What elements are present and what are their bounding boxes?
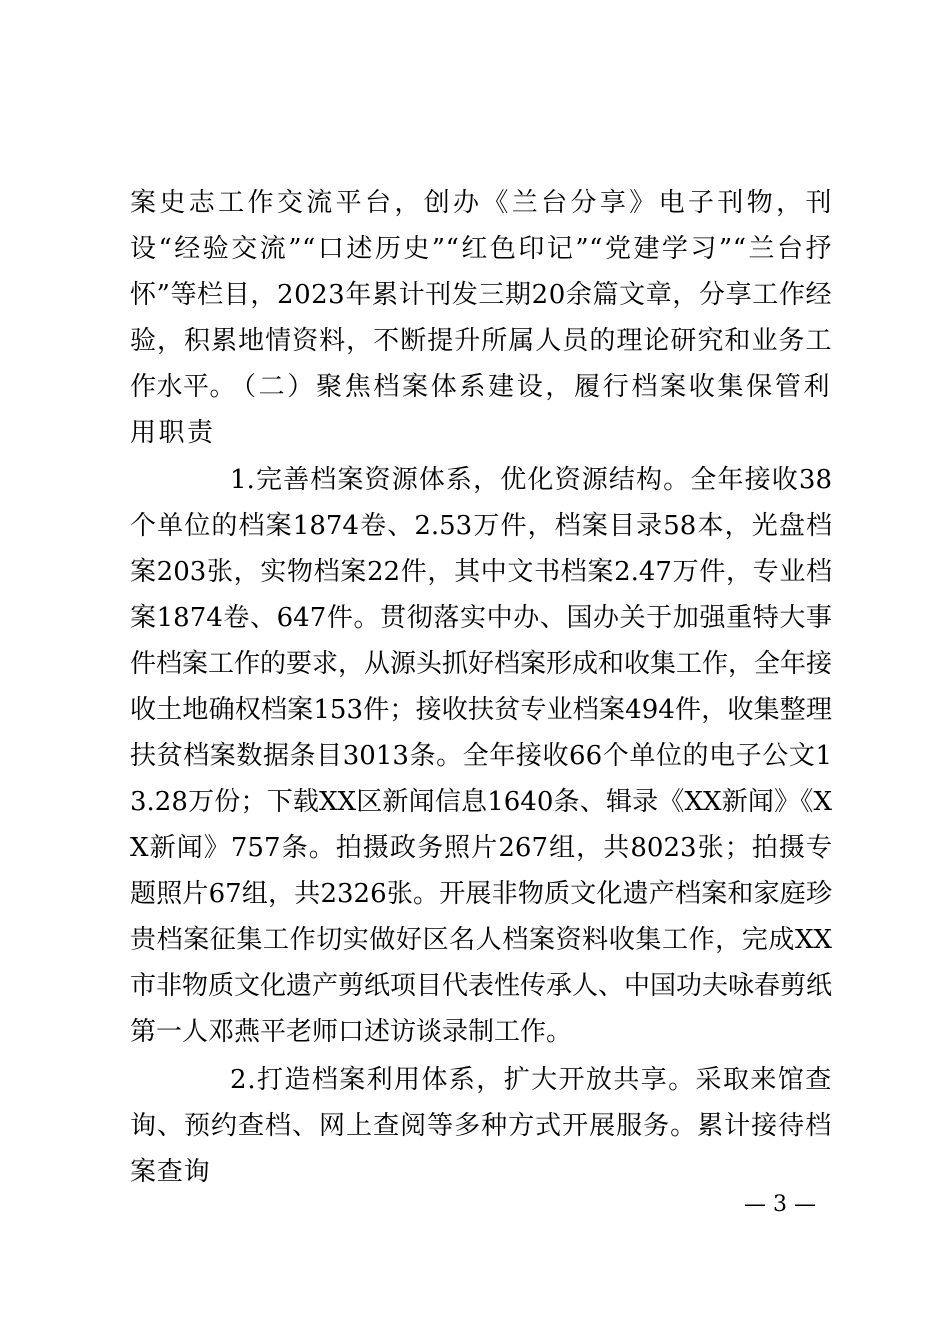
continued-paragraph: 案史志工作交流平台，创办《兰台分享》电子刊物，刊设“经验交流”“口述历史”“红色印记”“党建学习”“兰台抒怀”等栏目，2023年累计刊发三期20余篇文章，分享工作经验，积累地情资料，不断提升所属人员的理论研究和业务工作水平。 — [130, 188, 832, 402]
page-number: — 3 — — [744, 1192, 816, 1217]
section-heading: （二）聚焦档案体系建设，履行档案收集保管利用职责 — [130, 372, 832, 448]
paragraph-archive-resources: 1.完善档案资源体系，优化资源结构。全年接收38个单位的档案1874卷、2.53万件，档案目录58本，光盘档案203张，实物档案22件，其中文书档案2.47万件，专业档案1874卷、647件。贯彻落实中办、国办关于加强重特大事件档案工作的要求，从源头抓好档案形成和收集工作，全年接收土地确权档案153件；接收扶贫专业档案494件，收集整理扶贫档案数据条目3013条。全年接收66个单位的电子公文13.28万份；下载XX区新闻信息1640条、辑录《XX新闻》《XX新闻》757条。拍摄政务照片267组，共8023张；拍摄专题照片67组，共2326张。开展非物质文化遗产档案和家庭珍贵档案征集工作切实做好区名人档案资料收集工作，完成XX市非物质文化遗产剪纸项目代表性传承人、中国功夫咏春剪纸第一人邓燕平老师口述访谈录制工作。 — [130, 465, 833, 1047]
paragraph-archive-utilization: 2.打造档案利用体系，扩大开放共享。采取来馆查询、预约查档、网上查阅等多种方式开展服务。累计接待档案查询 — [130, 1065, 832, 1187]
